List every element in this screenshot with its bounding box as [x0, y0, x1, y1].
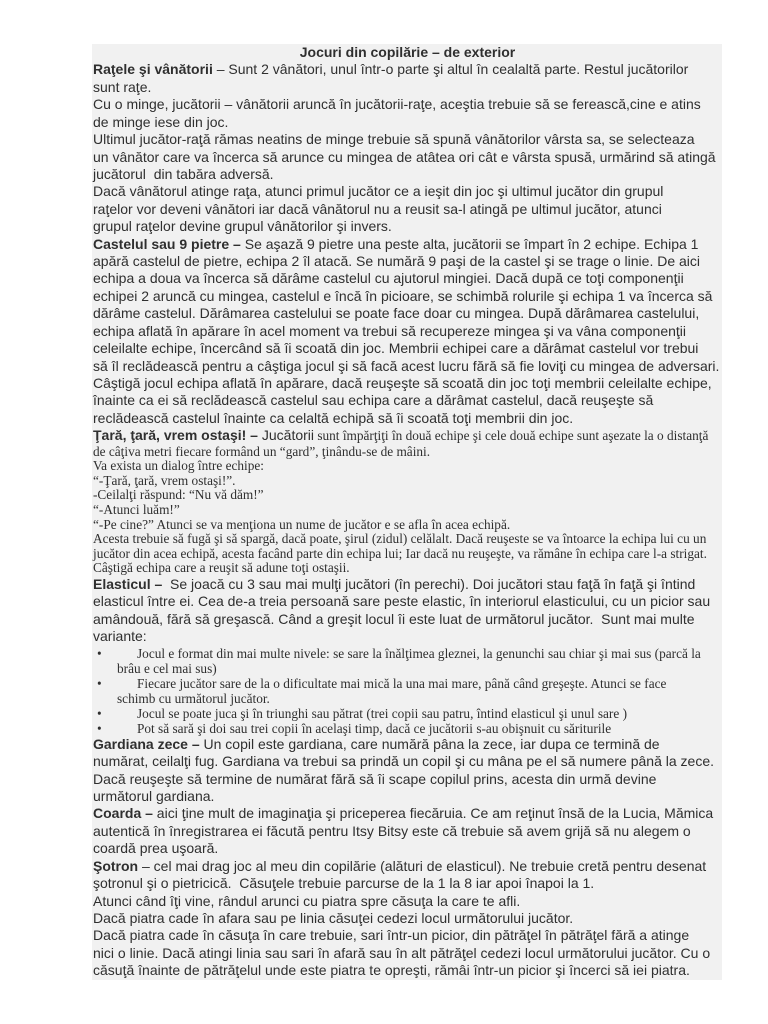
text-line: să îl reclădească pentru a câştiga jocul şi să facă acest lucru fără să fie loviţi cu mingea de adversari.	[93, 357, 720, 374]
text-line: Dacă reuşeşte să termine de numărat fără să îi scape copilul prins, acesta din urmă devine	[93, 770, 657, 787]
bullet-icon: •	[97, 705, 102, 721]
bullet-text: Jocul e format din mai multe nivele: se sare la înălţimea gleznei, la genunchi sau chiar şi mai sus (parcă la	[137, 645, 701, 661]
bullet-icon: •	[97, 720, 102, 736]
section-heading: Ţară, ţară, vrem ostaşi! –	[93, 427, 258, 444]
section-heading: Raţele şi vânătorii	[93, 61, 213, 78]
dialog-line: “-Atunci luăm!”	[93, 502, 180, 518]
text-run: Se joacă cu 3 sau mai mulţi jucători (în perechi). Doi jucători stau faţă în faţă şi întind	[162, 576, 696, 593]
text-line: Atunci când îţi vine, rândul arunci cu piatra spre căsuţa la care te afli.	[93, 892, 521, 909]
text-line: Dacă piatra cade în afara sau pe linia căsuţei cedezi locul următorului jucător.	[93, 909, 574, 926]
text-run: Un copil este gardiana, care numără pâna la zece, iar dupa ce termină de	[199, 735, 660, 752]
section-heading: Coarda –	[93, 805, 153, 822]
text-line: jucătorul din tabăra adversă.	[93, 165, 274, 182]
text-line: echipa a doua va încerca să dărâme castelul cu ajutorul mingiei. Dacă după ce toţi componenţii	[93, 270, 684, 287]
bullet-item	[93, 646, 722, 661]
text-line: Câştigă jocul echipa aflată în apărare, dacă reuşeşte să scoată din joc toţi membrii celeilalte echipe,	[93, 375, 712, 392]
text-line: dărâme castelul. Dărâmarea castelului se poate face doar cu mingea. După dărâmarea castelului,	[93, 305, 700, 322]
text-line: autentică în înregistrarea ei făcută pentru Itsy Bitsy este că trebuie să avem grijă să nu alegem o	[93, 822, 691, 839]
bullet-item	[93, 676, 722, 691]
dialog-line: -Ceilalţi răspund: “Nu vă dăm!”	[93, 487, 264, 503]
text-line	[93, 576, 722, 593]
text-line: următorul gardiana.	[93, 788, 215, 804]
text-line: amândouă, fără să greşască. Când a greşit locul îi este luat de următorul jucător. Sunt mai multe	[93, 610, 695, 627]
section-heading: Castelul sau 9 pietre –	[93, 235, 241, 252]
section-heading: Elasticul –	[93, 576, 163, 593]
text-line: raţelor vor deveni vânători iar dacă vânătorul nu a reusit sa-l atingă pe ultimul jucător, atunci	[93, 200, 662, 217]
text-line	[93, 736, 722, 753]
text-run: aici ţine mult de imaginaţia şi priceperea fiecăruia. Ce am reţinut însă de la Lucia, Mămica	[152, 805, 714, 822]
text-line: echipei 2 aruncă cu mingea, castelul e încă în picioare, se schimbă rolurile şi echipa 1 va încerca să	[93, 287, 713, 304]
text-line	[93, 236, 722, 253]
text-line: de minge iese din joc.	[93, 113, 229, 130]
text-line: variante:	[93, 628, 147, 645]
text-line: căsuţă înainte de pătrăţelul unde este piatra te opreşti, rămâi într-un picior şi încerci să iei piatra.	[93, 962, 690, 979]
document-page	[92, 44, 722, 980]
text-run: sunt împărţiţi în două echipe şi cele două echipe sunt aşezate la o distanţă	[314, 428, 709, 444]
text-line: Dacă vânătorul atinge raţa, atunci primul jucător ce a ieşit din joc şi ultimul jucător din grupul	[93, 183, 664, 200]
text-line: şotronul şi o pietricică. Căsuţele trebuie parcurse de la 1 la 8 iar apoi înapoi la 1.	[93, 875, 595, 892]
text-line: coardă prea uşoară.	[93, 840, 219, 857]
text-line: înainte ca ei să reclădească castelul sau echipa care a dărâmat castelul, dacă reuşeşte să	[93, 392, 654, 409]
text-line: un vânător care va încerca să arunce cu mingea de atâtea ori cât e vârsta spusă, urmărind să atingă	[93, 148, 716, 165]
text-run: – cel mai drag joc al meu din copilărie (alături de elasticul). Ne trebuie cretă pentru desenat	[138, 857, 707, 874]
document-title: Jocuri din copilărie – de exterior	[299, 44, 516, 60]
text-line: reclădească castelul înainte ca celaltă echipă să îi scoată toţi membrii din joc.	[93, 409, 574, 426]
bullet-text: schimb cu următorul jucător.	[117, 690, 270, 706]
text-line	[93, 858, 722, 875]
bullet-text: Jocul se poate juca şi în triunghi sau pătrat (trei copii sau patru, întind elasticul şi unul sare )	[137, 705, 628, 721]
text-line: celeilalte echipe, încercând să îi scoată din joc. Membrii echipei care a dărâmat castelul vor trebui	[93, 340, 699, 357]
section-heading: Şotron	[93, 857, 139, 874]
text-line: Ultimul jucător-raţă rămas neatins de minge trebuie să spună vânătorilor vârsta sa, se selecteaza	[93, 131, 695, 148]
text-run: Se aşază 9 pietre una peste alta, jucătorii se împart în 2 echipe. Echipa 1	[240, 235, 699, 252]
bullet-item-continuation	[93, 691, 722, 706]
bullet-text: Pot să sară şi doi sau trei copii în acelaşi timp, dacă ce jucătorii s-au obişnuit cu săriturile	[137, 720, 612, 736]
text-line: echipa aflată în apărare în acel moment va trebui să recupereze mingea şi va vâna componenţii	[93, 322, 687, 339]
text-line	[93, 805, 722, 822]
text-line: grupul raţelor devine grupul vânătorilor şi invers.	[93, 218, 392, 235]
text-line: Dacă piatra cade în căsuţa în care trebuie, sari într-un picior, din pătrăţel în pătrăţel fără a atinge	[93, 927, 690, 944]
bullet-item	[93, 706, 722, 721]
dialog-line: “-Ţară, ţară, vrem ostaşi!”.	[93, 472, 236, 488]
bullet-text: brâu e cel mai sus)	[117, 660, 217, 676]
text-line: Acesta trebuie să fugă şi să spargă, dacă poate, şirul (zidul) celălalt. Dacă reuşeste se va întoarce la echipa lui cu un	[93, 531, 707, 547]
bullet-item-continuation	[93, 661, 722, 676]
dialog-line: “-Pe cine?” Atunci se va menţiona un nume de jucător e se afla în acea echipă.	[93, 516, 511, 532]
text-line: numărat, ceilalţi fug. Gardiana va trebui sa prindă un copil şi cu mâna pe el să numere până la zece.	[93, 753, 715, 770]
text-line: Va exista un dialog între echipe:	[93, 458, 264, 474]
text-line	[93, 427, 722, 444]
bullet-item	[93, 721, 722, 736]
text-line: de câţiva metri fiecare formând un “gard”, ţinându-se de mâini.	[93, 443, 431, 459]
text-line: apără castelul de pietre, echipa 2 îl atacă. Se numără 9 paşi de la castel şi se trage o linie. De aici	[93, 253, 701, 270]
bullet-text: Fiecare jucător sare de la o dificultate mai mică la una mai mare, până când greşeşte. Atunci se face	[137, 675, 667, 691]
text-run: Jucătorii	[257, 427, 315, 444]
text-line: nici o linie. Dacă atingi linia sau sari în afară sau în alt pătrăţel cedezi locul următorului jucător. Cu o	[93, 944, 711, 961]
section-heading: Gardiana zece –	[93, 735, 200, 752]
text-line: sunt raţe.	[93, 78, 152, 95]
bullet-icon: •	[97, 645, 102, 661]
text-line: elasticul între ei. Cea de-a treia persoană sare peste elastic, în interiorul elasticului, cu un picior sau	[93, 593, 711, 610]
bullet-icon: •	[97, 675, 102, 691]
text-line: jucător din acea echipă, acesta facând parte din echipa lui; Iar dacă nu reuşeşte, va rămâne în echipa care l-a strigat.	[93, 545, 707, 561]
text-line: Câştigă echipa care a reuşit să adune toţi ostaşii.	[93, 560, 350, 576]
text-line: Cu o minge, jucătorii – vânătorii aruncă în jucătorii-raţe, aceştia trebuie să se ferească,cine e atins	[93, 96, 701, 113]
text-line	[93, 61, 722, 78]
text-run: – Sunt 2 vânători, unul într-o parte şi altul în cealaltă parte. Restul jucătorilor	[212, 61, 689, 78]
